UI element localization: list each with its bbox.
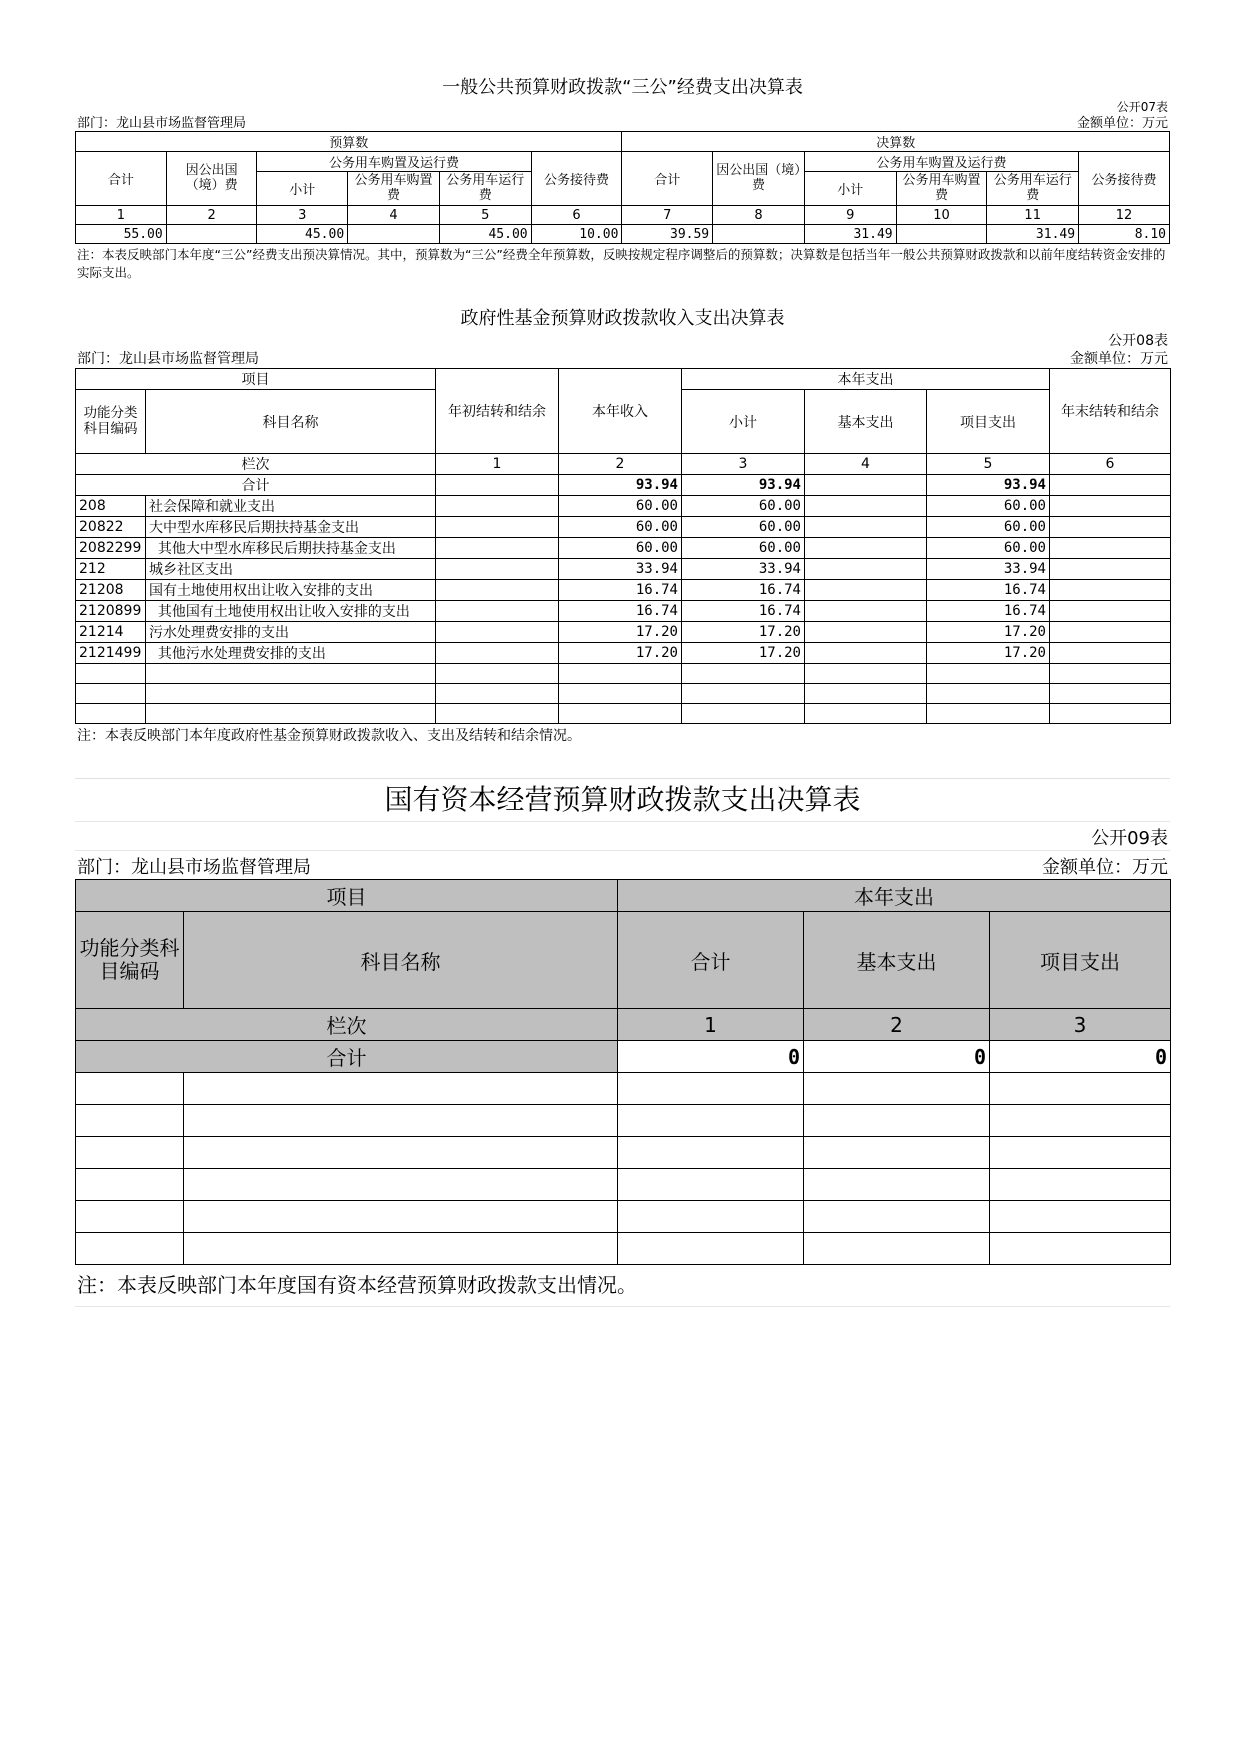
table09-unit: 金额单位：万元 xyxy=(1042,857,1168,878)
table-cell: 60.00 xyxy=(682,496,805,517)
table-row xyxy=(76,580,1171,601)
col-number: 3 xyxy=(682,454,805,475)
table09-total-row xyxy=(76,1041,1171,1073)
table09-grid xyxy=(75,879,1171,1265)
table08-section xyxy=(75,306,1170,748)
table07-unit: 金额单位：万元 xyxy=(1076,116,1168,131)
table09-header-total: 合计 xyxy=(618,912,804,1009)
table-cell xyxy=(805,517,927,538)
table-cell xyxy=(805,580,927,601)
table-cell xyxy=(436,580,559,601)
table-cell xyxy=(1050,475,1171,496)
table-cell xyxy=(436,475,559,496)
table-cell xyxy=(805,538,927,559)
table-cell: 17.20 xyxy=(559,643,682,664)
table-cell xyxy=(1050,517,1171,538)
col-number: 11 xyxy=(987,206,1079,225)
table07-header-purchase: 公务用车购置费 xyxy=(348,172,440,206)
table-cell xyxy=(1050,559,1171,580)
table07-header-subtotal-final: 小计 xyxy=(804,172,896,206)
table-row xyxy=(76,559,1171,580)
table07-budget-header: 预算数 xyxy=(76,132,622,152)
col-number: 3 xyxy=(257,206,348,225)
table-cell xyxy=(713,225,805,244)
table-row xyxy=(76,684,1171,704)
table07-header-total: 合计 xyxy=(76,152,167,206)
table-cell: 45.00 xyxy=(439,225,531,244)
table-cell: 16.74 xyxy=(682,580,805,601)
table-cell xyxy=(805,475,927,496)
table-cell xyxy=(805,622,927,643)
table-cell: 39.59 xyxy=(622,225,713,244)
table08-total-income: 93.94 xyxy=(559,475,682,496)
col-number: 4 xyxy=(348,206,440,225)
table-row xyxy=(76,1073,1171,1105)
col-number: 8 xyxy=(713,206,805,225)
table-cell xyxy=(805,601,927,622)
table-cell: 16.74 xyxy=(927,601,1050,622)
table08-total-subtotal: 93.94 xyxy=(682,475,805,496)
table09-header-basic: 基本支出 xyxy=(804,912,990,1009)
row-code: 2082299 xyxy=(76,538,146,559)
table07-final-header: 决算数 xyxy=(622,132,1170,152)
row-name: 其他国有土地使用权出让收入安排的支出 xyxy=(146,601,436,622)
table09-code: 公开09表 xyxy=(1091,828,1168,849)
table-cell xyxy=(166,225,257,244)
table07-header-vehicle: 公务用车购置及运行费 xyxy=(257,152,531,172)
col-number: 2 xyxy=(804,1009,990,1041)
table08-dept: 部门：龙山县市场监督管理局 xyxy=(77,351,259,367)
row-code: 20822 xyxy=(76,517,146,538)
table07-section xyxy=(75,75,1170,284)
table-cell: 60.00 xyxy=(682,517,805,538)
table-cell: 10.00 xyxy=(531,225,622,244)
col-number: 5 xyxy=(927,454,1050,475)
table08-total-project: 93.94 xyxy=(927,475,1050,496)
table-cell: 33.94 xyxy=(682,559,805,580)
table08-header-begin: 年初结转和结余 xyxy=(436,369,559,454)
table07-col-number-row xyxy=(76,206,1170,225)
table09-title: 国有资本经营预算财政拨款支出决算表 xyxy=(384,783,861,816)
table08-header-item: 项目 xyxy=(76,369,436,390)
row-name: 污水处理费安排的支出 xyxy=(146,622,436,643)
col-number: 10 xyxy=(896,206,987,225)
table09-header-expense: 本年支出 xyxy=(618,880,1171,912)
row-name: 国有土地使用权出让收入安排的支出 xyxy=(146,580,436,601)
table08-title: 政府性基金预算财政拨款收入支出决算表 xyxy=(460,308,785,329)
table-cell: 60.00 xyxy=(559,517,682,538)
col-number: 2 xyxy=(559,454,682,475)
table09-total-basic: 0 xyxy=(804,1041,990,1073)
table-cell xyxy=(436,517,559,538)
table-row xyxy=(76,622,1171,643)
table08-grid xyxy=(75,368,1171,724)
table-row xyxy=(76,1169,1171,1201)
table09-lanci: 栏次 xyxy=(76,1009,618,1041)
table-cell: 16.74 xyxy=(559,601,682,622)
table09-header-name: 科目名称 xyxy=(184,912,618,1009)
table07-header-reception-final: 公务接待费 xyxy=(1079,152,1170,206)
table-cell xyxy=(1050,496,1171,517)
table08-unit: 金额单位：万元 xyxy=(1070,351,1168,367)
row-code: 21214 xyxy=(76,622,146,643)
table-cell: 17.20 xyxy=(927,622,1050,643)
table08-header-expense: 本年支出 xyxy=(682,369,1050,390)
table07-value-row xyxy=(76,225,1170,244)
table08-total-label: 合计 xyxy=(76,475,436,496)
col-number: 6 xyxy=(531,206,622,225)
table-cell xyxy=(436,643,559,664)
table08-header-project: 项目支出 xyxy=(927,390,1050,454)
table-row xyxy=(76,1233,1171,1265)
table-cell: 16.74 xyxy=(559,580,682,601)
table09-total-label: 合计 xyxy=(76,1041,618,1073)
table09-total-sum: 0 xyxy=(618,1041,804,1073)
table-row xyxy=(76,664,1171,684)
row-code: 2120899 xyxy=(76,601,146,622)
table-cell: 60.00 xyxy=(682,538,805,559)
table-cell xyxy=(805,643,927,664)
table09-total-project: 0 xyxy=(990,1041,1171,1073)
table09-lanci-row xyxy=(76,1009,1171,1041)
table-cell xyxy=(896,225,987,244)
table-cell xyxy=(436,559,559,580)
table07-header-running-final: 公务用车运行费 xyxy=(987,172,1079,206)
table-cell xyxy=(436,538,559,559)
table08-header-name: 科目名称 xyxy=(146,390,436,454)
row-name: 城乡社区支出 xyxy=(146,559,436,580)
table08-note: 注：本表反映部门本年度政府性基金预算财政拨款收入、支出及结转和结余情况。 xyxy=(77,728,581,744)
col-number: 9 xyxy=(804,206,896,225)
table-cell: 45.00 xyxy=(257,225,348,244)
table-cell xyxy=(1050,538,1171,559)
table-cell: 17.20 xyxy=(682,622,805,643)
table07-header-purchase-final: 公务用车购置费 xyxy=(896,172,987,206)
table07-header-total-final: 合计 xyxy=(622,152,713,206)
table07-header-reception: 公务接待费 xyxy=(531,152,622,206)
row-code: 21208 xyxy=(76,580,146,601)
table09-header-project: 项目支出 xyxy=(990,912,1171,1009)
table-cell: 17.20 xyxy=(927,643,1050,664)
table-cell: 16.74 xyxy=(682,601,805,622)
col-number: 2 xyxy=(166,206,257,225)
table-cell xyxy=(1050,643,1171,664)
row-name: 其他污水处理费安排的支出 xyxy=(146,643,436,664)
table-row xyxy=(76,538,1171,559)
col-number: 7 xyxy=(622,206,713,225)
table09-header-code: 功能分类科目编码 xyxy=(76,912,184,1009)
table-cell: 17.20 xyxy=(682,643,805,664)
table09-section xyxy=(75,778,1170,1307)
table-cell: 60.00 xyxy=(927,517,1050,538)
col-number: 1 xyxy=(436,454,559,475)
col-number: 1 xyxy=(618,1009,804,1041)
row-code: 2121499 xyxy=(76,643,146,664)
table-row xyxy=(76,517,1171,538)
table-cell: 60.00 xyxy=(559,538,682,559)
table-cell xyxy=(805,496,927,517)
col-number: 1 xyxy=(76,206,167,225)
table-cell: 33.94 xyxy=(927,559,1050,580)
table08-header-code: 功能分类科目编码 xyxy=(76,390,146,454)
table-row xyxy=(76,601,1171,622)
table-row xyxy=(76,643,1171,664)
col-number: 4 xyxy=(805,454,927,475)
table-cell: 60.00 xyxy=(927,496,1050,517)
table-cell xyxy=(805,559,927,580)
table-cell xyxy=(436,496,559,517)
table07-dept: 部门：龙山县市场监督管理局 xyxy=(77,116,247,131)
table08-header-income: 本年收入 xyxy=(559,369,682,454)
table08-lanci-row xyxy=(76,454,1171,475)
table-cell xyxy=(436,622,559,643)
table07-header-running: 公务用车运行费 xyxy=(439,172,531,206)
table-cell: 60.00 xyxy=(927,538,1050,559)
table07-header-abroad: 因公出国（境）费 xyxy=(166,152,257,206)
row-name: 大中型水库移民后期扶持基金支出 xyxy=(146,517,436,538)
row-code: 208 xyxy=(76,496,146,517)
col-number: 5 xyxy=(439,206,531,225)
table07-header-subtotal: 小计 xyxy=(257,172,348,206)
table09-header-item: 项目 xyxy=(76,880,618,912)
table-cell xyxy=(1050,580,1171,601)
row-name: 其他大中型水库移民后期扶持基金支出 xyxy=(146,538,436,559)
row-code: 212 xyxy=(76,559,146,580)
table09-note: 注：本表反映部门本年度国有资本经营预算财政拨款支出情况。 xyxy=(75,1265,1170,1307)
table-row xyxy=(76,704,1171,724)
table07-grid xyxy=(75,131,1170,244)
table07-header-abroad-final: 因公出国（境）费 xyxy=(713,152,805,206)
table-cell: 31.49 xyxy=(987,225,1079,244)
table08-header-basic: 基本支出 xyxy=(805,390,927,454)
table-cell: 8.10 xyxy=(1079,225,1170,244)
table-cell xyxy=(1050,622,1171,643)
table-cell: 16.74 xyxy=(927,580,1050,601)
table-row xyxy=(76,1201,1171,1233)
table08-header-subtotal: 小计 xyxy=(682,390,805,454)
row-name: 社会保障和就业支出 xyxy=(146,496,436,517)
table-row xyxy=(76,1105,1171,1137)
table-cell: 33.94 xyxy=(559,559,682,580)
table08-header-end: 年末结转和结余 xyxy=(1050,369,1171,454)
table07-title: 一般公共预算财政拨款“三公”经费支出决算表 xyxy=(442,77,803,98)
col-number: 3 xyxy=(990,1009,1171,1041)
table-row xyxy=(76,496,1171,517)
table09-dept: 部门：龙山县市场监督管理局 xyxy=(77,857,311,878)
table08-lanci: 栏次 xyxy=(76,454,436,475)
table-cell: 17.20 xyxy=(559,622,682,643)
table-cell: 60.00 xyxy=(559,496,682,517)
table07-header-vehicle-final: 公务用车购置及运行费 xyxy=(804,152,1078,172)
table-cell xyxy=(436,601,559,622)
col-number: 6 xyxy=(1050,454,1171,475)
table07-code: 公开07表 xyxy=(1116,100,1168,114)
table-cell: 31.49 xyxy=(804,225,896,244)
table-row xyxy=(76,1137,1171,1169)
table-cell xyxy=(1050,601,1171,622)
table07-note: 注：本表反映部门本年度“三公”经费支出预决算情况。其中，预算数为“三公”经费全年预算数，反映按规定程序调整后的预算数；决算数是包括当年一般公共预算财政拨款和以前年度结转资金安排的实际支出。 xyxy=(77,247,1166,281)
table08-total-row xyxy=(76,475,1171,496)
table08-code: 公开08表 xyxy=(1108,333,1168,349)
table-cell: 55.00 xyxy=(76,225,167,244)
table-cell xyxy=(348,225,440,244)
col-number: 12 xyxy=(1079,206,1170,225)
